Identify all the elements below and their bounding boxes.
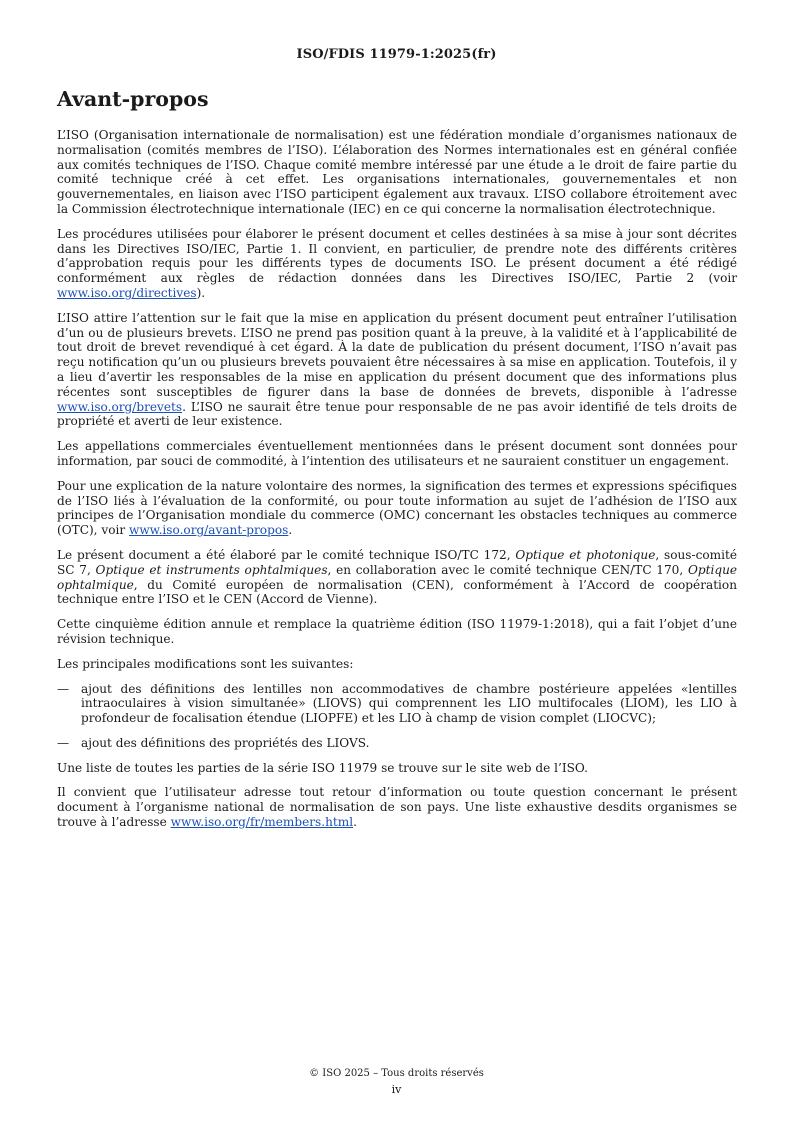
committee-text-a: Le présent document a été élaboré par le comité technique ISO/TC 172, <box>57 547 516 562</box>
list-dash: — <box>57 681 70 696</box>
members-link[interactable]: www.iso.org/fr/members.html <box>170 815 354 830</box>
paragraph-iso-intro: L’ISO (Organisation internationale de normalisation) est une fédération mondiale d’organismes nationaux de normalisation (comités membres de l’ISO). L’élaboration des Normes internationales est en général confiée aux comités techniques de l’ISO. Chaque comité membre intéressé par une étude a le droit de faire partie du comité technique créé à cet effet. Les organisations internationales, gouvernementales et non gouvernementales, en liaison avec l’ISO participent également aux travaux. L’ISO collabore étroitement avec la Commission électrotechnique internationale (IEC) en ce qui concerne la normalisation électrotechnique. <box>57 128 737 216</box>
foreword-link[interactable]: www.iso.org/avant-propos <box>128 523 289 538</box>
paragraph-feedback-text: Il convient que l’utilisateur adresse tout retour d’information ou toute question concernant le présent document à l’organisme national de normalisation de son pays. Une liste exhaustive desdits organismes se trouve à l’adresse <box>57 785 737 830</box>
paragraph-procedures <box>57 227 737 301</box>
page-content <box>57 86 737 840</box>
list-item-text: ajout des définitions des propriétés des LIOVS. <box>81 735 370 750</box>
paragraph-voluntary-end: . <box>288 523 293 538</box>
paragraph-feedback <box>57 785 737 829</box>
paragraph-procedures-end: ). <box>196 285 206 300</box>
committee-text-b: , sous-comité SC 7, <box>57 547 737 577</box>
list-item-text: ajout des définitions des lentilles non accommodatives de chambre postérieure appelées «lentilles intraoculaires à vision simultanée» (LIOVS) qui comprennent les LIO multifocales (LIOM), les LIO à profondeur de focalisation étendue (LIOPFE) et les LIO à champ de vision complet (LIOCVC); <box>81 681 737 726</box>
patents-link[interactable]: www.iso.org/brevets <box>57 399 183 414</box>
document-id: ISO/FDIS 11979-1:2025(fr) <box>296 47 497 62</box>
paragraph-committee <box>57 548 737 607</box>
document-header <box>0 47 793 62</box>
paragraph-patents-end: . L’ISO ne saurait être tenue pour responsable de ne pas avoir identifié de tels droits de propriété et averti de leur existence. <box>57 399 737 429</box>
page-number: iv <box>391 1083 402 1096</box>
paragraph-voluntary-nature <box>57 479 737 538</box>
paragraph-series-list: Une liste de toutes les parties de la série ISO 11979 se trouve sur le site web de l’ISO. <box>57 760 588 775</box>
document-footer <box>0 1067 793 1096</box>
paragraph-patents-text: L’ISO attire l’attention sur le fait que la mise en application du présent document peut entraîner l’utilisation d’un ou de plusieurs brevets. L’ISO ne prend pas position quant à la preuve, à la validité et à l’applicabilité de tout droit de brevet revendiqué à cet égard. À la date de publication du présent document, l’ISO n’avait pas reçu notification qu’un ou plusieurs brevets pouvaient être nécessaires à sa mise en application. Toutefois, il y a lieu d’avertir les responsables de la mise en application du présent document que des informations plus récentes sont susceptibles de figurer dans la base de données de brevets, disponible à l’adresse <box>57 310 737 399</box>
committee-text-c: , en collaboration avec le comité technique CEN/TC 170, <box>327 562 688 577</box>
paragraph-edition: Cette cinquième édition annule et remplace la quatrième édition (ISO 11979-1:2018), qui a fait l’objet d’une révision technique. <box>57 617 737 646</box>
committee-cen-title: Optique ophtalmique <box>57 562 738 592</box>
paragraph-feedback-end: . <box>353 815 357 830</box>
committee-sc-title: Optique et instruments ophtalmiques <box>95 562 328 577</box>
page-title: Avant-propos <box>57 87 209 111</box>
paragraph-trade-names: Les appellations commerciales éventuellement mentionnées dans le présent document sont données pour information, par souci de commodité, à l’intention des utilisateurs et ne sauraient constituer un engagement. <box>57 439 737 468</box>
committee-tc-title: Optique et photonique <box>515 547 656 562</box>
list-dash: — <box>57 735 70 750</box>
paragraph-procedures-text: Les procédures utilisées pour élaborer le présent document et celles destinées à sa mise à jour sont décrites dans les Directives ISO/IEC, Partie 1. Il convient, en particulier, de prendre note des différents critères d’approbation requis pour les différents types de documents ISO. Le présent document a été rédigé conformément aux règles de rédaction données dans les Directives ISO/IEC, Partie 2 (voir <box>57 226 737 286</box>
committee-text-d: , du Comité européen de normalisation (CEN), conformément à l’Accord de coopération technique entre l’ISO et le CEN (Accord de Vienne). <box>57 577 737 607</box>
copyright-notice: © ISO 2025 – Tous droits réservés <box>309 1068 484 1079</box>
directives-link[interactable]: www.iso.org/directives <box>57 285 197 300</box>
list-item <box>57 682 737 726</box>
paragraph-patents <box>57 311 737 429</box>
paragraph-voluntary-text: Pour une explication de la nature volontaire des normes, la signification des termes et expressions spécifiques de l’ISO liés à l’évaluation de la conformité, ou pour toute information au sujet de l’adhésion de l’ISO aux principes de l’Organisation mondiale du commerce (OMC) concernant les obstacles techniques au commerce (OTC), voir <box>57 478 737 538</box>
changes-list <box>57 682 737 751</box>
list-item <box>57 736 737 751</box>
paragraph-changes-intro: Les principales modifications sont les suivantes: <box>57 656 354 671</box>
